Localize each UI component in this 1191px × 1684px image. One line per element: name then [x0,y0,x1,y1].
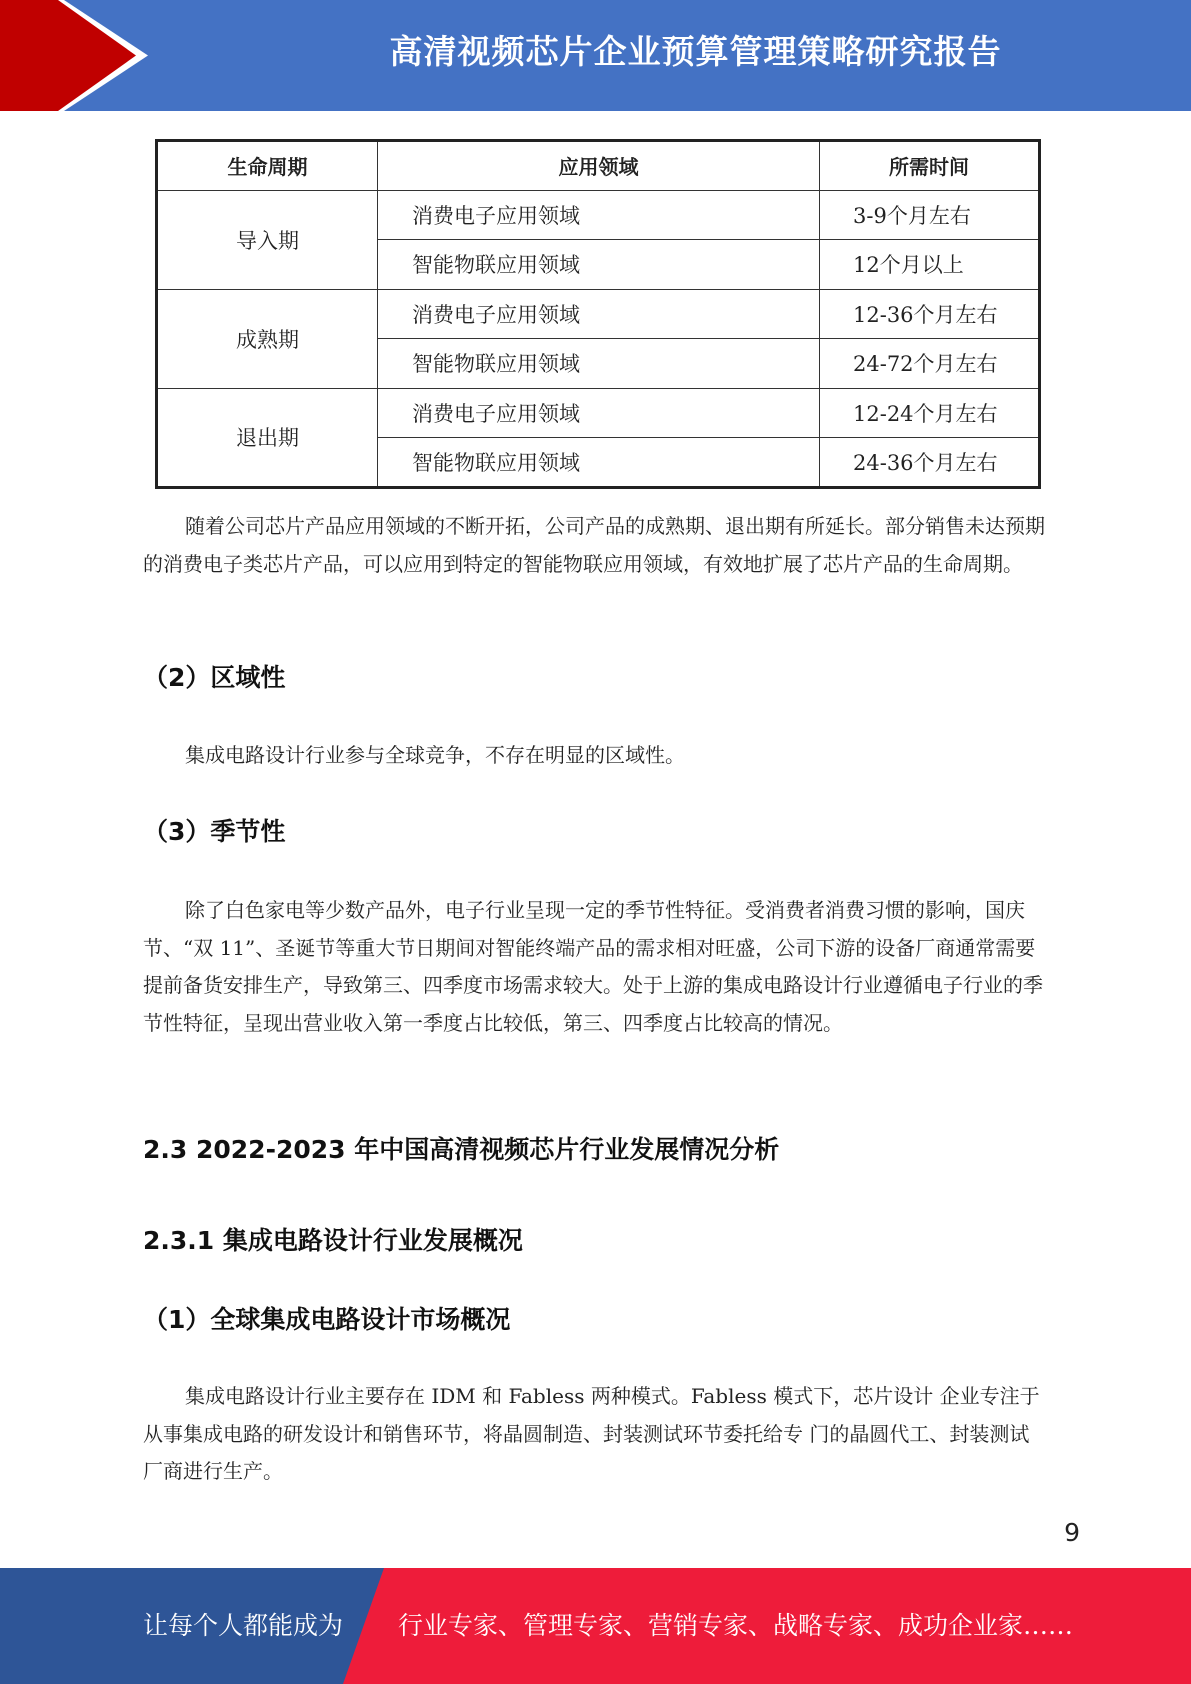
report-title: 高清视频芯片企业预算管理策略研究报告 [389,32,1002,71]
stage-cell: 退出期 [157,388,378,487]
field-cell: 智能物联应用领域 [378,240,820,290]
time-cell: 24-36个月左右 [820,438,1040,488]
field-cell: 消费电子应用领域 [378,190,820,240]
column-header-field: 应用领域 [378,141,820,191]
header-chevron-icon [0,0,160,111]
field-cell: 消费电子应用领域 [378,388,820,438]
table-header-row [157,141,1040,191]
lifecycle-table [155,139,1041,489]
lifecycle-table-container [155,139,1041,489]
section-heading: 2.3 2022-2023 年中国高清视频芯片行业发展情况分析 [143,1135,780,1164]
paragraph-regional: 集成电路设计行业参与全球竞争，不存在明显的区域性。 [185,743,685,767]
time-cell: 3-9个月左右 [820,190,1040,240]
footer-slogan-left: 让每个人都能成为 [143,1611,344,1640]
time-cell: 12-36个月左右 [820,289,1040,339]
subsection-heading: 2.3.1 集成电路设计行业发展概况 [143,1226,523,1255]
paragraph-lifecycle-extension: 随着公司芯片产品应用领域的不断开拓，公司产品的成熟期、退出期有所延长。部分销售未达预期的消费电子类芯片产品，可以应用到特定的智能物联应用领域，有效地扩展了芯片产品的生命周期。 [143,514,1045,576]
paragraph-seasonal: 除了白色家电等少数产品外，电子行业呈现一定的季节性特征。受消费者消费习惯的影响，国庆节、“双 11”、圣诞节等重大节日期间对智能终端产品的需求相对旺盛，公司下游的设备厂商通常需要提前备货安排生产，导致第三、四季度市场需求较大。处于上游的集成电路设计行业遵循电子行业的季节性特征，呈现出营业收入第一季度占比较低，第三、四季度占比较高的情况。 [143,898,1043,1035]
time-cell: 24-72个月左右 [820,339,1040,389]
page-header [0,0,1191,111]
heading-regional: （2）区域性 [143,663,286,692]
time-cell: 12-24个月左右 [820,388,1040,438]
column-header-time: 所需时间 [820,141,1040,191]
stage-cell: 成熟期 [157,289,378,388]
field-cell: 消费电子应用领域 [378,289,820,339]
page-footer [0,1568,1191,1684]
heading-global-market: （1）全球集成电路设计市场概况 [143,1305,511,1334]
paragraph-global-market: 集成电路设计行业主要存在 IDM 和 Fabless 两种模式。Fabless 模式下，芯片设计 企业专注于从事集成电路的研发设计和销售环节，将晶圆制造、封装测试环节委托给专 门的晶圆代工、封装测试厂商进行生产。 [143,1384,1040,1483]
time-cell: 12个月以上 [820,240,1040,290]
field-cell: 智能物联应用领域 [378,339,820,389]
table-row [157,190,1040,240]
heading-seasonal: （3）季节性 [143,817,286,846]
column-header-lifecycle: 生命周期 [157,141,378,191]
page-number: 9 [1064,1518,1080,1547]
table-row [157,388,1040,438]
footer-slogan-right: 行业专家、管理专家、营销专家、战略专家、成功企业家…… [398,1611,1074,1640]
stage-cell: 导入期 [157,190,378,289]
field-cell: 智能物联应用领域 [378,438,820,488]
table-row [157,289,1040,339]
